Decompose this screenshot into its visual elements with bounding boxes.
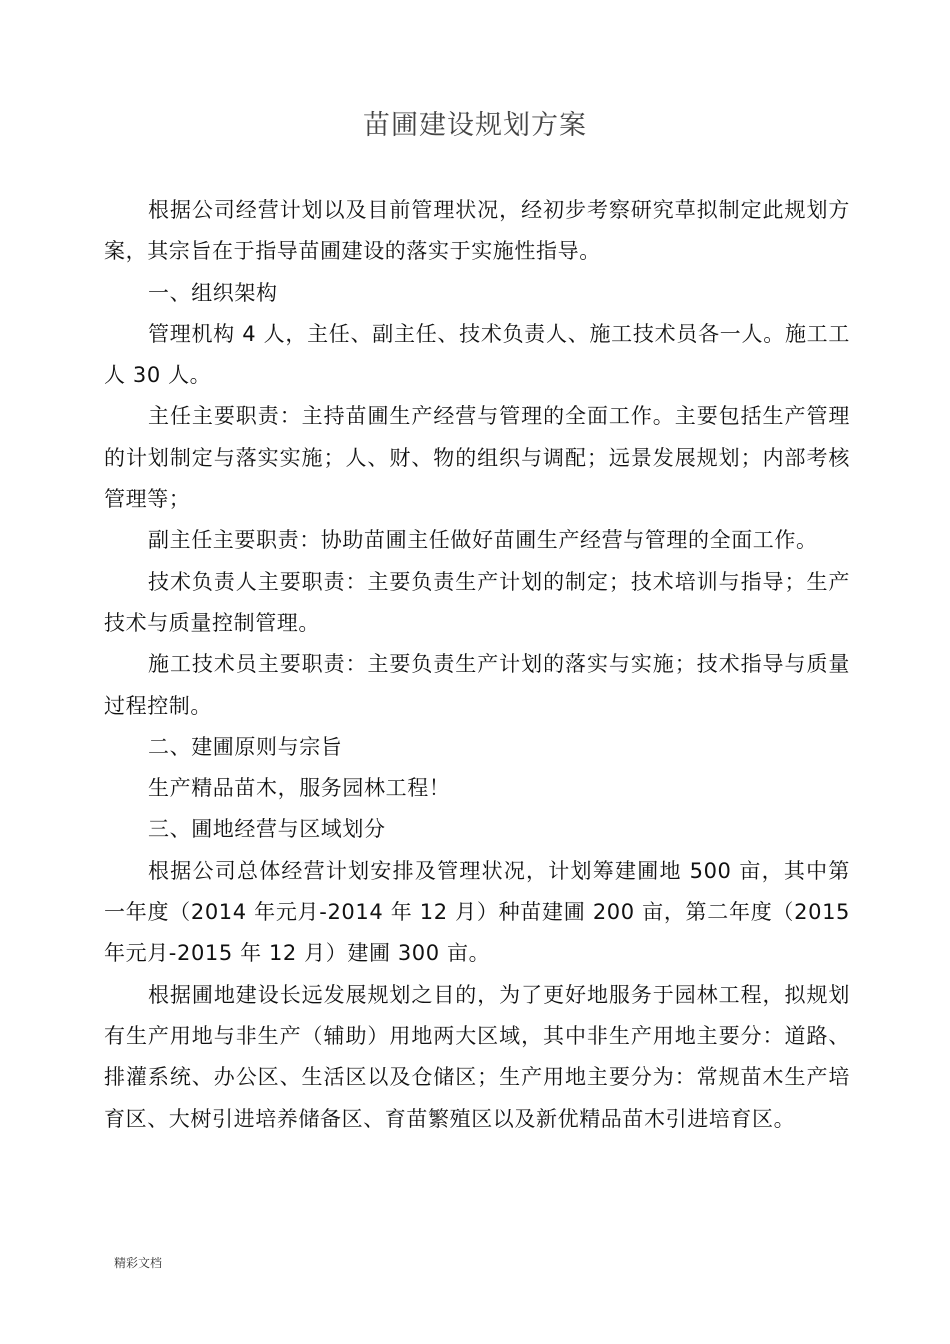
footer-watermark: 精彩文档 xyxy=(114,1256,163,1270)
zoning-paragraph: 根据圃地建设长远发展规划之目的，为了更好地服务于园林工程，拟规划有生产用地与非生产（辅助）用地两大区域，其中非生产用地主要分：道路、排灌系统、办公区、生活区以及仓储区；生产用地主要分为：常规苗木生产培育区、大树引进培养储备区、育苗繁殖区以及新优精品苗木引进培育区。 xyxy=(104,982,850,1131)
section-heading-zoning: 三、圃地经营与区域划分 xyxy=(148,817,386,842)
document-body xyxy=(104,190,850,1140)
technical-lead-duties-paragraph: 技术负责人主要职责：主要负责生产计划的制定；技术培训与指导；生产技术与质量控制管理。 xyxy=(104,569,850,635)
staffing-paragraph: 管理机构 4 人，主任、副主任、技术负责人、施工技术员各一人。施工工人 30 人。 xyxy=(104,321,850,388)
director-duties-paragraph: 主任主要职责：主持苗圃生产经营与管理的全面工作。主要包括生产管理的计划制定与落实实施；人、财、物的组织与调配；远景发展规划；内部考核管理等； xyxy=(104,404,850,512)
intro-paragraph: 根据公司经营计划以及目前管理状况，经初步考察研究草拟制定此规划方案，其宗旨在于指导苗圃建设的落实于实施性指导。 xyxy=(104,198,850,264)
technician-duties-paragraph: 施工技术员主要职责：主要负责生产计划的落实与实施；技术指导与质量过程控制。 xyxy=(104,652,850,718)
section-heading-principles: 二、建圃原则与宗旨 xyxy=(148,734,343,759)
section-heading-organization: 一、组织架构 xyxy=(148,280,278,305)
principle-paragraph: 生产精品苗木，服务园林工程！ xyxy=(148,776,451,801)
deputy-director-duties-paragraph: 副主任主要职责：协助苗圃主任做好苗圃生产经营与管理的全面工作。 xyxy=(148,528,818,553)
land-plan-paragraph: 根据公司总体经营计划安排及管理状况，计划筹建圃地 500 亩，其中第一年度（2014 年元月-2014 年 12 月）种苗建圃 200 亩，第二年度（2015 年元月-2015 年 12 月）建圃 300 亩。 xyxy=(104,858,850,966)
document-title: 苗圃建设规划方案 xyxy=(363,110,587,141)
